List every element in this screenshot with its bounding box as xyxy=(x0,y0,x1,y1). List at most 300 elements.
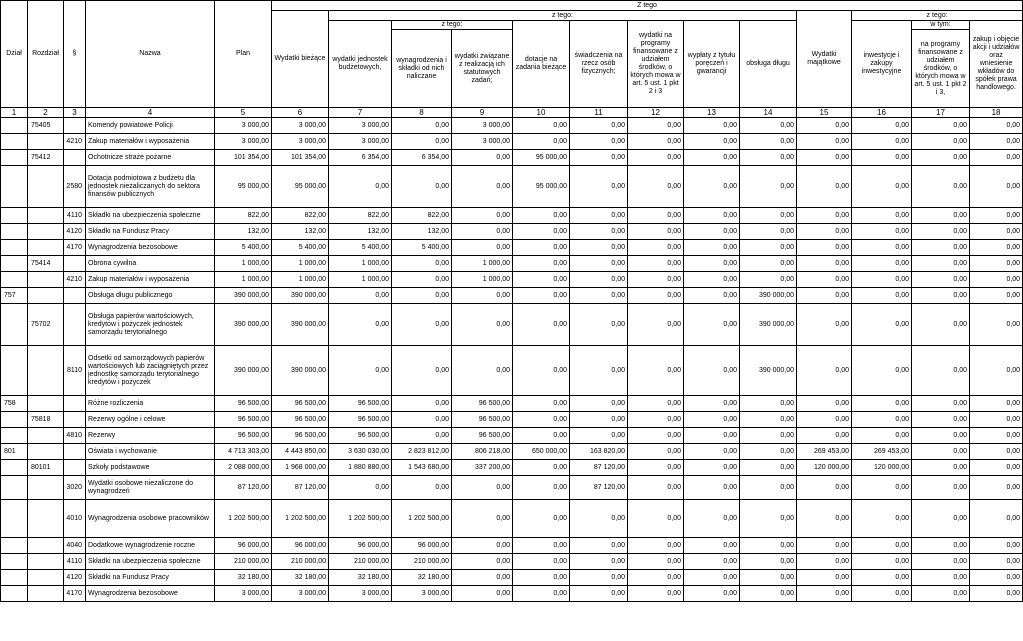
nazwa-cell: Składki na ubezpieczenia społeczne xyxy=(86,208,215,224)
value-cell: 0,00 xyxy=(970,476,1023,500)
value-cell: 32 180,00 xyxy=(329,570,392,586)
value-cell: 390 000,00 xyxy=(272,304,329,346)
value-cell: 0,00 xyxy=(740,240,797,256)
dzial-cell: 757 xyxy=(1,288,28,304)
value-cell: 5 400,00 xyxy=(392,240,452,256)
nazwa-cell: Zakup materiałów i wyposażenia xyxy=(86,272,215,288)
value-cell: 0,00 xyxy=(628,460,684,476)
table-row xyxy=(1,272,1023,288)
value-cell: 0,00 xyxy=(852,224,912,240)
rozdzial-cell xyxy=(28,444,64,460)
value-cell: 0,00 xyxy=(628,208,684,224)
column-number: 8 xyxy=(392,108,452,118)
value-cell: 210 000,00 xyxy=(329,554,392,570)
value-cell: 0,00 xyxy=(570,208,628,224)
value-cell: 6 354,00 xyxy=(392,150,452,166)
column-number: 7 xyxy=(329,108,392,118)
value-cell: 0,00 xyxy=(740,396,797,412)
value-cell: 120 000,00 xyxy=(797,460,852,476)
value-cell: 390 000,00 xyxy=(272,346,329,396)
header-plan: Plan xyxy=(215,1,272,108)
value-cell: 1 000,00 xyxy=(329,256,392,272)
value-cell: 0,00 xyxy=(684,166,740,208)
nazwa-cell: Dodatkowe wynagrodzenie roczne xyxy=(86,538,215,554)
value-cell: 0,00 xyxy=(852,288,912,304)
value-cell: 0,00 xyxy=(740,476,797,500)
value-cell: 1 000,00 xyxy=(329,272,392,288)
value-cell: 0,00 xyxy=(684,150,740,166)
value-cell: 0,00 xyxy=(684,412,740,428)
rozdzial-cell xyxy=(28,288,64,304)
value-cell: 0,00 xyxy=(912,240,970,256)
rozdzial-cell: 75702 xyxy=(28,304,64,346)
table-row xyxy=(1,224,1023,240)
header-rozdzial: Rozdział xyxy=(28,1,64,108)
value-cell: 0,00 xyxy=(797,150,852,166)
value-cell: 101 354,00 xyxy=(215,150,272,166)
value-cell: 0,00 xyxy=(970,412,1023,428)
value-cell: 95 000,00 xyxy=(513,166,570,208)
header-akcje: zakup i objęcie akcji i udziałów oraz wniesienie wkładów do spółek prawa handlowego. xyxy=(970,21,1023,108)
value-cell: 0,00 xyxy=(329,346,392,396)
header-wydatki-biezace: Wydatki bieżące xyxy=(272,11,329,108)
value-cell: 390 000,00 xyxy=(740,346,797,396)
value-cell: 0,00 xyxy=(684,224,740,240)
value-cell: 0,00 xyxy=(912,412,970,428)
rozdzial-cell xyxy=(28,428,64,444)
value-cell: 0,00 xyxy=(392,166,452,208)
nazwa-cell: Składki na Fundusz Pracy xyxy=(86,224,215,240)
value-cell: 390 000,00 xyxy=(272,288,329,304)
value-cell: 1 000,00 xyxy=(452,272,513,288)
value-cell: 1 000,00 xyxy=(452,256,513,272)
nazwa-cell: Obrona cywilna xyxy=(86,256,215,272)
value-cell: 0,00 xyxy=(452,570,513,586)
value-cell: 0,00 xyxy=(970,586,1023,602)
nazwa-cell: Wynagrodzenia bezosobowe xyxy=(86,240,215,256)
table-row xyxy=(1,396,1023,412)
value-cell: 0,00 xyxy=(740,428,797,444)
value-cell: 0,00 xyxy=(684,288,740,304)
value-cell: 0,00 xyxy=(513,554,570,570)
rozdzial-cell: 75818 xyxy=(28,412,64,428)
value-cell: 0,00 xyxy=(628,444,684,460)
value-cell: 0,00 xyxy=(852,500,912,538)
value-cell: 0,00 xyxy=(740,412,797,428)
value-cell: 0,00 xyxy=(452,288,513,304)
header-z-tego: Z tego xyxy=(272,1,1023,11)
rozdzial-cell xyxy=(28,586,64,602)
value-cell: 0,00 xyxy=(628,134,684,150)
value-cell: 96 500,00 xyxy=(272,396,329,412)
dzial-cell xyxy=(1,118,28,134)
value-cell: 0,00 xyxy=(852,538,912,554)
value-cell: 1 968 000,00 xyxy=(272,460,329,476)
value-cell: 96 500,00 xyxy=(329,396,392,412)
value-cell: 0,00 xyxy=(392,346,452,396)
paragraf-cell: 4120 xyxy=(64,224,86,240)
value-cell: 0,00 xyxy=(852,134,912,150)
nazwa-cell: Rezerwy ogólne i celowe xyxy=(86,412,215,428)
value-cell: 132,00 xyxy=(215,224,272,240)
column-number: 5 xyxy=(215,108,272,118)
value-cell: 5 400,00 xyxy=(215,240,272,256)
value-cell: 0,00 xyxy=(684,272,740,288)
value-cell: 0,00 xyxy=(684,118,740,134)
paragraf-cell xyxy=(64,396,86,412)
dzial-cell xyxy=(1,570,28,586)
value-cell: 210 000,00 xyxy=(215,554,272,570)
value-cell: 0,00 xyxy=(452,500,513,538)
value-cell: 87 120,00 xyxy=(570,476,628,500)
value-cell: 0,00 xyxy=(452,240,513,256)
value-cell: 0,00 xyxy=(570,134,628,150)
column-number: 15 xyxy=(797,108,852,118)
header-dzial: Dział xyxy=(1,1,28,108)
value-cell: 0,00 xyxy=(684,538,740,554)
rozdzial-cell xyxy=(28,554,64,570)
nazwa-cell: Wynagrodzenia osobowe pracowników xyxy=(86,500,215,538)
value-cell: 0,00 xyxy=(452,150,513,166)
value-cell: 0,00 xyxy=(912,304,970,346)
rozdzial-cell: 75414 xyxy=(28,256,64,272)
table-row xyxy=(1,428,1023,444)
value-cell: 0,00 xyxy=(392,428,452,444)
value-cell: 0,00 xyxy=(797,134,852,150)
value-cell: 0,00 xyxy=(452,166,513,208)
value-cell: 0,00 xyxy=(797,412,852,428)
nazwa-cell: Ochotnicze straże pożarne xyxy=(86,150,215,166)
value-cell: 3 000,00 xyxy=(272,586,329,602)
value-cell: 4 713 303,00 xyxy=(215,444,272,460)
paragraf-cell xyxy=(64,118,86,134)
value-cell: 0,00 xyxy=(570,554,628,570)
value-cell: 0,00 xyxy=(513,224,570,240)
table-row xyxy=(1,134,1023,150)
value-cell: 0,00 xyxy=(452,554,513,570)
value-cell: 0,00 xyxy=(513,586,570,602)
value-cell: 0,00 xyxy=(912,428,970,444)
value-cell: 0,00 xyxy=(513,412,570,428)
value-cell: 0,00 xyxy=(970,150,1023,166)
value-cell: 390 000,00 xyxy=(740,288,797,304)
nazwa-cell: Wynagrodzenia bezosobowe xyxy=(86,586,215,602)
value-cell: 0,00 xyxy=(740,570,797,586)
value-cell: 96 000,00 xyxy=(215,538,272,554)
header-wydatki-jednostek: wydatki jednostek budżetowych, xyxy=(329,21,392,108)
column-number: 2 xyxy=(28,108,64,118)
dzial-cell xyxy=(1,224,28,240)
value-cell: 0,00 xyxy=(513,428,570,444)
value-cell: 96 500,00 xyxy=(215,412,272,428)
value-cell: 0,00 xyxy=(852,554,912,570)
value-cell: 0,00 xyxy=(852,150,912,166)
value-cell: 0,00 xyxy=(912,166,970,208)
paragraf-cell: 2580 xyxy=(64,166,86,208)
paragraf-cell: 4210 xyxy=(64,272,86,288)
value-cell: 0,00 xyxy=(570,570,628,586)
value-cell: 95 000,00 xyxy=(215,166,272,208)
value-cell: 0,00 xyxy=(970,304,1023,346)
rozdzial-cell xyxy=(28,570,64,586)
value-cell: 0,00 xyxy=(684,134,740,150)
value-cell: 1 543 680,00 xyxy=(392,460,452,476)
value-cell: 87 120,00 xyxy=(570,460,628,476)
value-cell: 0,00 xyxy=(740,224,797,240)
nazwa-cell: Wydatki osobowe niezaliczone do wynagrodzeń xyxy=(86,476,215,500)
value-cell: 0,00 xyxy=(852,304,912,346)
rozdzial-cell xyxy=(28,224,64,240)
table-row xyxy=(1,346,1023,396)
value-cell: 0,00 xyxy=(513,118,570,134)
value-cell: 0,00 xyxy=(852,240,912,256)
value-cell: 0,00 xyxy=(797,240,852,256)
value-cell: 0,00 xyxy=(329,166,392,208)
value-cell: 3 000,00 xyxy=(215,586,272,602)
value-cell: 0,00 xyxy=(740,118,797,134)
column-number: 11 xyxy=(570,108,628,118)
column-number: 6 xyxy=(272,108,329,118)
value-cell: 0,00 xyxy=(628,224,684,240)
rozdzial-cell xyxy=(28,346,64,396)
value-cell: 0,00 xyxy=(513,538,570,554)
value-cell: 96 500,00 xyxy=(215,396,272,412)
value-cell: 0,00 xyxy=(570,412,628,428)
column-numbers-row xyxy=(1,108,1023,118)
value-cell: 6 354,00 xyxy=(329,150,392,166)
value-cell: 0,00 xyxy=(912,554,970,570)
table-row xyxy=(1,240,1023,256)
paragraf-cell: 8110 xyxy=(64,346,86,396)
table-row xyxy=(1,256,1023,272)
value-cell: 0,00 xyxy=(970,240,1023,256)
paragraf-cell xyxy=(64,444,86,460)
value-cell: 0,00 xyxy=(570,428,628,444)
value-cell: 0,00 xyxy=(452,346,513,396)
rozdzial-cell: 75405 xyxy=(28,118,64,134)
value-cell: 3 000,00 xyxy=(215,118,272,134)
rozdzial-cell xyxy=(28,240,64,256)
value-cell: 132,00 xyxy=(272,224,329,240)
nazwa-cell: Dotacja podmiotowa z budżetu dla jednostek niezaliczanych do sektora finansów publicznych xyxy=(86,166,215,208)
value-cell: 0,00 xyxy=(684,444,740,460)
column-number: 1 xyxy=(1,108,28,118)
table-row xyxy=(1,586,1023,602)
value-cell: 0,00 xyxy=(970,444,1023,460)
header-obsluga-dlugu: obsługa długu xyxy=(740,21,797,108)
value-cell: 269 453,00 xyxy=(797,444,852,460)
value-cell: 337 200,00 xyxy=(452,460,513,476)
nazwa-cell: Odsetki od samorządowych papierów wartościowych lub zaciągniętych przez jednostkę samorządu terytorialnego kredytów i pożyczek xyxy=(86,346,215,396)
value-cell: 0,00 xyxy=(912,570,970,586)
nazwa-cell: Obsługa długu publicznego xyxy=(86,288,215,304)
value-cell: 0,00 xyxy=(684,346,740,396)
value-cell: 0,00 xyxy=(684,240,740,256)
rozdzial-cell xyxy=(28,208,64,224)
nazwa-cell: Różne rozliczenia xyxy=(86,396,215,412)
dzial-cell: 758 xyxy=(1,396,28,412)
value-cell: 0,00 xyxy=(852,118,912,134)
value-cell: 0,00 xyxy=(684,476,740,500)
value-cell: 822,00 xyxy=(272,208,329,224)
table-row xyxy=(1,476,1023,500)
value-cell: 0,00 xyxy=(912,444,970,460)
value-cell: 101 354,00 xyxy=(272,150,329,166)
header-wydatki-zadania: wydatki związane z realizacją ich statutowych zadań; xyxy=(452,30,513,108)
table-body xyxy=(1,118,1023,602)
value-cell: 0,00 xyxy=(970,460,1023,476)
paragraf-cell: 4110 xyxy=(64,554,86,570)
value-cell: 163 820,00 xyxy=(570,444,628,460)
dzial-cell xyxy=(1,476,28,500)
paragraf-cell xyxy=(64,256,86,272)
value-cell: 0,00 xyxy=(452,208,513,224)
header-z-tego-majatkowe: z tego: xyxy=(852,11,1023,21)
value-cell: 0,00 xyxy=(797,396,852,412)
value-cell: 0,00 xyxy=(970,538,1023,554)
value-cell: 0,00 xyxy=(628,346,684,396)
value-cell: 0,00 xyxy=(912,118,970,134)
value-cell: 0,00 xyxy=(513,288,570,304)
value-cell: 32 180,00 xyxy=(215,570,272,586)
value-cell: 0,00 xyxy=(970,428,1023,444)
paragraf-cell: 4810 xyxy=(64,428,86,444)
value-cell: 0,00 xyxy=(740,586,797,602)
paragraf-cell: 4040 xyxy=(64,538,86,554)
rozdzial-cell xyxy=(28,538,64,554)
value-cell: 0,00 xyxy=(628,476,684,500)
value-cell: 0,00 xyxy=(513,256,570,272)
value-cell: 0,00 xyxy=(912,346,970,396)
dzial-cell xyxy=(1,500,28,538)
paragraf-cell: 4110 xyxy=(64,208,86,224)
value-cell: 0,00 xyxy=(740,208,797,224)
value-cell: 806 218,00 xyxy=(452,444,513,460)
value-cell: 0,00 xyxy=(570,500,628,538)
value-cell: 0,00 xyxy=(740,444,797,460)
table-row xyxy=(1,150,1023,166)
table-row xyxy=(1,304,1023,346)
value-cell: 0,00 xyxy=(570,224,628,240)
value-cell: 210 000,00 xyxy=(272,554,329,570)
rozdzial-cell: 75412 xyxy=(28,150,64,166)
header-programy-majatkowe: na programy finansowane z udziałem środków, o których mowa w art. 5 ust. 1 pkt 2 i 3, xyxy=(912,30,970,108)
value-cell: 0,00 xyxy=(912,256,970,272)
paragraf-cell xyxy=(64,304,86,346)
value-cell: 0,00 xyxy=(570,304,628,346)
value-cell: 0,00 xyxy=(970,118,1023,134)
table-row xyxy=(1,444,1023,460)
value-cell: 0,00 xyxy=(628,118,684,134)
column-number: 18 xyxy=(970,108,1023,118)
value-cell: 0,00 xyxy=(852,346,912,396)
value-cell: 96 000,00 xyxy=(272,538,329,554)
value-cell: 0,00 xyxy=(513,500,570,538)
value-cell: 0,00 xyxy=(797,288,852,304)
value-cell: 0,00 xyxy=(852,166,912,208)
value-cell: 0,00 xyxy=(970,134,1023,150)
value-cell: 0,00 xyxy=(513,570,570,586)
value-cell: 1 880 880,00 xyxy=(329,460,392,476)
value-cell: 1 202 500,00 xyxy=(215,500,272,538)
value-cell: 0,00 xyxy=(684,428,740,444)
dzial-cell xyxy=(1,208,28,224)
column-number: 16 xyxy=(852,108,912,118)
value-cell: 0,00 xyxy=(970,166,1023,208)
value-cell: 0,00 xyxy=(852,272,912,288)
column-number: 14 xyxy=(740,108,797,118)
header-w-tym: w tym: xyxy=(912,21,970,30)
value-cell: 0,00 xyxy=(628,150,684,166)
value-cell: 0,00 xyxy=(797,208,852,224)
value-cell: 0,00 xyxy=(684,208,740,224)
value-cell: 96 500,00 xyxy=(272,428,329,444)
value-cell: 0,00 xyxy=(912,288,970,304)
value-cell: 0,00 xyxy=(628,554,684,570)
value-cell: 0,00 xyxy=(513,240,570,256)
value-cell: 0,00 xyxy=(970,554,1023,570)
value-cell: 32 180,00 xyxy=(392,570,452,586)
dzial-cell xyxy=(1,240,28,256)
value-cell: 0,00 xyxy=(970,224,1023,240)
value-cell: 822,00 xyxy=(215,208,272,224)
value-cell: 0,00 xyxy=(684,460,740,476)
nazwa-cell: Składki na ubezpieczenia społeczne xyxy=(86,554,215,570)
dzial-cell xyxy=(1,428,28,444)
value-cell: 1 000,00 xyxy=(215,272,272,288)
value-cell: 2 823 812,00 xyxy=(392,444,452,460)
value-cell: 0,00 xyxy=(912,208,970,224)
value-cell: 5 400,00 xyxy=(329,240,392,256)
value-cell: 0,00 xyxy=(392,288,452,304)
value-cell: 0,00 xyxy=(392,396,452,412)
value-cell: 1 202 500,00 xyxy=(272,500,329,538)
nazwa-cell: Rezerwy xyxy=(86,428,215,444)
value-cell: 0,00 xyxy=(513,396,570,412)
header-programy: wydatki na programy finansowane z udziałem środków, o których mowa w art. 5 ust. 1 pkt 2 i 3 xyxy=(628,21,684,108)
value-cell: 390 000,00 xyxy=(215,346,272,396)
value-cell: 0,00 xyxy=(392,476,452,500)
value-cell: 0,00 xyxy=(797,476,852,500)
table-row xyxy=(1,554,1023,570)
value-cell: 0,00 xyxy=(740,500,797,538)
dzial-cell xyxy=(1,272,28,288)
value-cell: 0,00 xyxy=(797,118,852,134)
value-cell: 0,00 xyxy=(740,166,797,208)
value-cell: 0,00 xyxy=(628,586,684,602)
value-cell: 0,00 xyxy=(912,460,970,476)
header-swiadczenia: świadczenia na rzecz osób fizycznych; xyxy=(570,21,628,108)
value-cell: 0,00 xyxy=(912,150,970,166)
value-cell: 0,00 xyxy=(797,346,852,396)
value-cell: 0,00 xyxy=(392,412,452,428)
value-cell: 3 000,00 xyxy=(329,134,392,150)
value-cell: 1 000,00 xyxy=(215,256,272,272)
value-cell: 3 000,00 xyxy=(215,134,272,150)
value-cell: 0,00 xyxy=(852,256,912,272)
value-cell: 132,00 xyxy=(329,224,392,240)
column-number: 9 xyxy=(452,108,513,118)
value-cell: 0,00 xyxy=(452,476,513,500)
header-paragraf: § xyxy=(64,1,86,108)
value-cell: 210 000,00 xyxy=(392,554,452,570)
dzial-cell xyxy=(1,460,28,476)
value-cell: 0,00 xyxy=(570,272,628,288)
value-cell: 0,00 xyxy=(684,500,740,538)
value-cell: 0,00 xyxy=(628,166,684,208)
value-cell: 0,00 xyxy=(912,538,970,554)
value-cell: 0,00 xyxy=(797,224,852,240)
